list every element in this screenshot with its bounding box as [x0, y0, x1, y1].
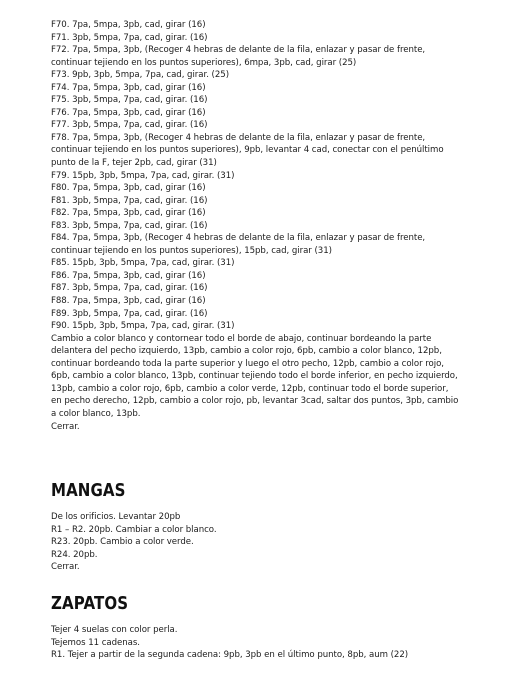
mangas-line: R1 – R2. 20pb. Cambiar a color blanco.: [51, 524, 217, 535]
pattern-row: F80. 7pa, 5mpa, 3pb, cad, girar (16): [51, 183, 206, 194]
pattern-row: F71. 3pb, 5mpa, 7pa, cad, girar. (16): [51, 32, 208, 43]
zapatos-line: Tejer 4 suelas con color perla.: [51, 625, 178, 635]
mangas-line: Cerrar.: [51, 562, 80, 573]
pattern-row: F78. 7pa, 5mpa, 3pb, (Recoger 4 hebras de delante de la fila, enlazar y pasar de frente, continuar tejiendo en los puntos superiores), 9pb, levantar 4 cad, conectar con el penúltimo punto de la F, tejer 2pb, cad, girar (31): [51, 132, 444, 169]
mangas-line: R23. 20pb. Cambio a color verde.: [51, 537, 194, 548]
pattern-row: F77. 3pb, 5mpa, 7pa, cad, girar. (16): [51, 120, 208, 131]
pattern-row: F70. 7pa, 5mpa, 3pb, cad, girar (16): [51, 20, 206, 30]
pattern-row: F75. 3pb, 5mpa, 7pa, cad, girar. (16): [51, 95, 208, 106]
pattern-row: F88. 7pa, 5mpa, 3pb, cad, girar (16): [51, 296, 206, 307]
pattern-row: F74. 7pa, 5mpa, 3pb, cad, girar (16): [51, 82, 206, 93]
pattern-row: F72. 7pa, 5mpa, 3pb, (Recoger 4 hebras de delante de la fila, enlazar y pasar de frente, continuar tejiendo en los puntos superiores), 6mpa, 3pb, cad, girar (25): [51, 45, 426, 68]
pattern-row: F90. 15pb, 3pb, 5mpa, 7pa, cad, girar. (31): [51, 321, 235, 332]
pattern-rows-section: [51, 19, 461, 433]
zapatos-section: [51, 624, 461, 662]
zapatos-heading: ZAPATOS: [51, 594, 129, 614]
pattern-row: F84. 7pa, 5mpa, 3pb, (Recoger 4 hebras de delante de la fila, enlazar y pasar de frente, continuar tejiendo en los puntos superiores), 15pb, cad, girar (31): [51, 233, 426, 256]
edge-instructions: Cambio a color blanco y contornear todo el borde de abajo, continuar bordeando la parte delantera del pecho izquierdo, 13pb, cambio a color rojo, 6pb, cambio a color blanco, 12pb, continuar bordeando toda la parte superior y luego el otro pecho, 12pb, cambio a color rojo, 6pb, cambio a color blanco, 13pb, continuar tejiendo todo el borde inferior, en pecho izquierdo, 13pb, cambio a color rojo, 6pb, cambio a color verde, 12pb, continuar todo el borde superior, en pecho derecho, 12pb, cambio a color rojo, pb, levantar 3cad, saltar dos puntos, 3pb, cambio a color blanco, 13pb.: [51, 333, 459, 419]
mangas-line: R24. 20pb.: [51, 549, 98, 560]
pattern-row: F83. 3pb, 5mpa, 7pa, cad, girar. (16): [51, 220, 208, 231]
pattern-row: F85. 15pb, 3pb, 5mpa, 7pa, cad, girar. (31): [51, 258, 235, 269]
pattern-row: F86. 7pa, 5mpa, 3pb, cad, girar (16): [51, 270, 206, 281]
pattern-row: F73. 9pb, 3pb, 5mpa, 7pa, cad, girar. (25): [51, 70, 229, 81]
pattern-row: F76. 7pa, 5mpa, 3pb, cad, girar (16): [51, 107, 206, 118]
pattern-row: F79. 15pb, 3pb, 5mpa, 7pa, cad, girar. (31): [51, 170, 235, 181]
pattern-row: F82. 7pa, 5mpa, 3pb, cad, girar (16): [51, 208, 206, 219]
pattern-row: F81. 3pb, 5mpa, 7pa, cad, girar. (16): [51, 195, 208, 206]
mangas-section: [51, 511, 461, 574]
mangas-heading: MANGAS: [51, 481, 126, 501]
zapatos-line: R1. Tejer a partir de la segunda cadena: 9pb, 3pb en el último punto, 8pb, aum (22): [51, 650, 409, 661]
pattern-row: F89. 3pb, 5mpa, 7pa, cad, girar. (16): [51, 308, 208, 319]
zapatos-line: Tejemos 11 cadenas.: [51, 637, 140, 648]
close-instruction: Cerrar.: [51, 421, 80, 432]
mangas-line: De los orificios. Levantar 20pb: [51, 512, 181, 522]
pattern-row: F87. 3pb, 5mpa, 7pa, cad, girar. (16): [51, 283, 208, 294]
